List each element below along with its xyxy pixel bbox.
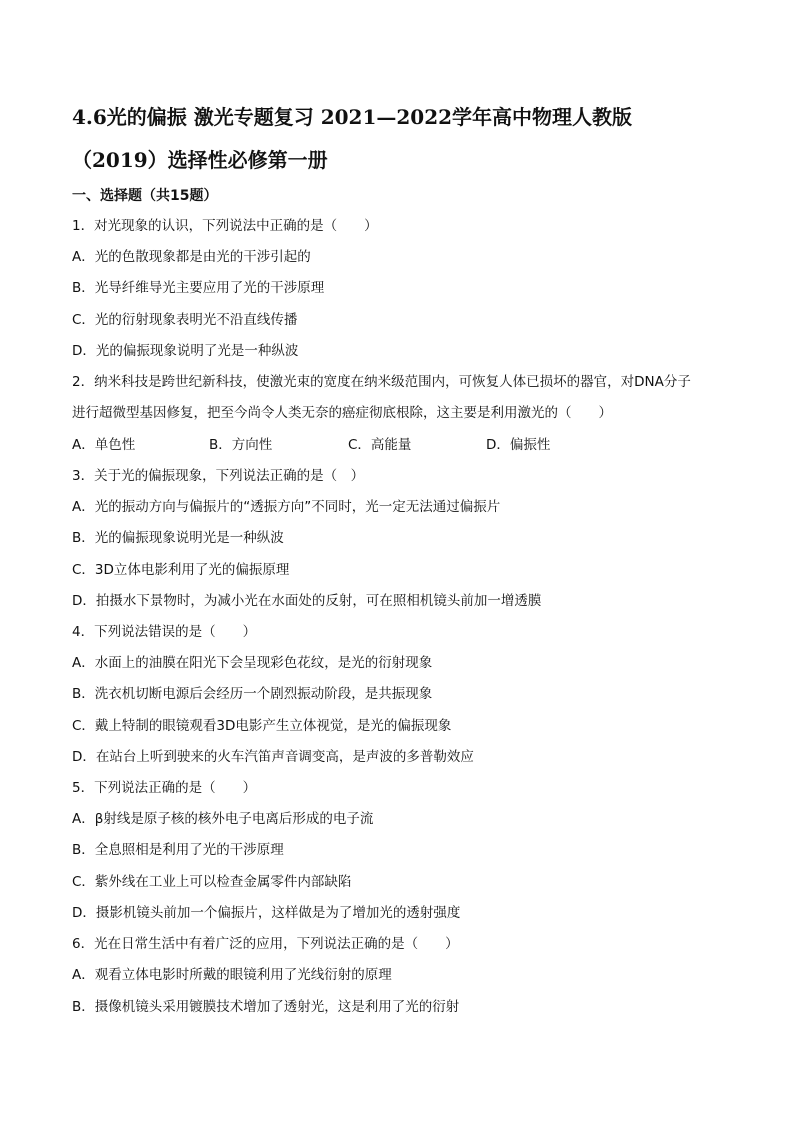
question-5-option-a: A．β射线是原子核的核外电子电离后形成的电子流 (72, 811, 374, 827)
question-6-stem: 6．光在日常生活中有着广泛的应用，下列说法正确的是（ ） (72, 936, 459, 952)
question-3-option-b: B．光的偏振现象说明光是一种纵波 (72, 530, 284, 546)
question-2-option-c: C．高能量 (348, 437, 412, 453)
question-1-option-d: D．光的偏振现象说明了光是一种纵波 (72, 343, 299, 359)
question-5-option-c: C．紫外线在工业上可以检查金属零件内部缺陷 (72, 874, 352, 890)
question-5-option-d: D．摄影机镜头前加一个偏振片，这样做是为了增加光的透射强度 (72, 905, 461, 921)
question-1-option-a: A．光的色散现象都是由光的干涉引起的 (72, 249, 311, 265)
question-4-option-a: A．水面上的油膜在阳光下会呈现彩色花纹，是光的衍射现象 (72, 655, 433, 671)
question-3-stem: 3．关于光的偏振现象，下列说法正确的是（ ） (72, 468, 365, 484)
question-3-option-c: C．3D立体电影利用了光的偏振原理 (72, 562, 290, 578)
question-1-option-c: C．光的衍射现象表明光不沿直线传播 (72, 312, 298, 328)
question-2-stem-line-2: 进行超微型基因修复，把至今尚令人类无奈的癌症彻底根除，这主要是利用激光的（ ） (72, 405, 612, 421)
question-3-option-a: A．光的振动方向与偏振片的“透振方向”不同时，光一定无法通过偏振片 (72, 499, 501, 515)
question-1-option-b: B．光导纤维导光主要应用了光的干涉原理 (72, 280, 325, 296)
question-2-option-d: D．偏振性 (486, 437, 551, 453)
question-6-option-a: A．观看立体电影时所戴的眼镜利用了光线衍射的原理 (72, 967, 392, 983)
question-5-option-b: B．全息照相是利用了光的干涉原理 (72, 842, 284, 858)
question-2-stem-line-1: 2．纳米科技是跨世纪新科技，使激光束的宽度在纳米级范围内，可恢复人体已损坏的器官，对DNA分子 (72, 374, 691, 390)
question-4-option-d: D．在站台上听到驶来的火车汽笛声音调变高，是声波的多普勒效应 (72, 749, 474, 765)
question-6-option-b: B．摄像机镜头采用镀膜技术增加了透射光，这是利用了光的衍射 (72, 999, 460, 1015)
question-1-stem: 1．对光现象的认识，下列说法中正确的是（ ） (72, 218, 378, 234)
question-5-stem: 5．下列说法正确的是（ ） (72, 780, 257, 796)
document-title-line-1: 4.6光的偏振 激光专题复习 2021—2022学年高中物理人教版 (72, 105, 633, 129)
question-2-options-row (72, 435, 732, 455)
question-4-option-c: C．戴上特制的眼镜观看3D电影产生立体视觉，是光的偏振现象 (72, 718, 452, 734)
question-3-option-d: D．拍摄水下景物时，为减小光在水面处的反射，可在照相机镜头前加一增透膜 (72, 593, 542, 609)
section-heading: 一、选择题（共15题） (72, 188, 218, 204)
question-4-stem: 4．下列说法错误的是（ ） (72, 624, 257, 640)
question-2-option-a: A．单色性 (72, 437, 136, 453)
question-4-option-b: B．洗衣机切断电源后会经历一个剧烈振动阶段，是共振现象 (72, 686, 433, 702)
question-2-option-b: B．方向性 (209, 437, 273, 453)
document-title-line-2: （2019）选择性必修第一册 (72, 148, 328, 172)
